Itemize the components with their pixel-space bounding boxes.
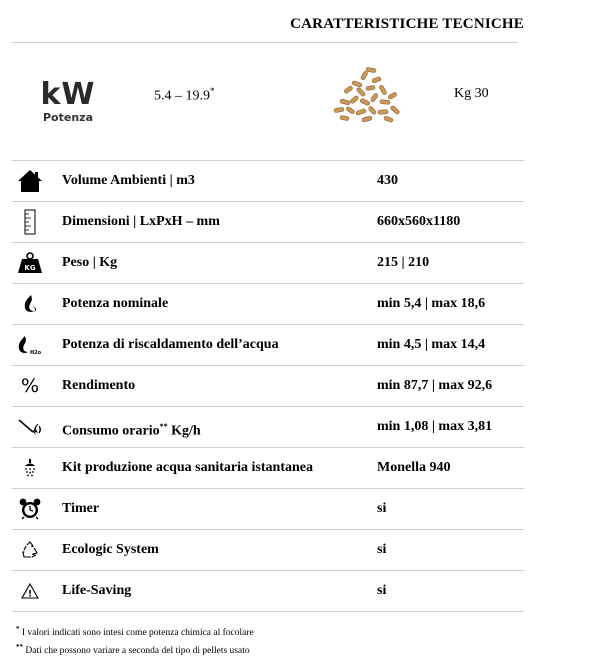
pellets-icon <box>326 60 406 124</box>
footnote-mark: ** <box>16 643 23 651</box>
spec-divider <box>12 611 524 612</box>
spec-label-unit: Kg/h <box>167 423 201 439</box>
spec-value: si <box>377 501 387 516</box>
spec-row <box>12 283 524 324</box>
weight-icon <box>16 250 44 276</box>
spec-value: Monella 940 <box>377 460 451 475</box>
spec-row <box>12 242 524 283</box>
ruler-icon <box>16 209 44 235</box>
spec-value: min 1,08 | max 3,81 <box>377 419 493 434</box>
svg-text:!: ! <box>27 589 33 599</box>
pellet-capacity: Kg 30 <box>454 86 489 101</box>
shower-icon <box>16 455 44 481</box>
spec-row <box>12 201 524 242</box>
kw-badge <box>36 77 100 124</box>
footnote-text: I valori indicati sono intesi come potenza chimica al focolare <box>19 628 254 639</box>
spec-row <box>12 406 524 447</box>
spec-label: Timer <box>62 501 100 516</box>
spec-label: Life-Saving <box>62 583 132 598</box>
top-divider <box>12 42 518 43</box>
warning-icon <box>16 578 44 604</box>
power-range-value: 5.4 – 19.9 <box>154 88 210 104</box>
flame-icon <box>16 291 44 317</box>
spec-label: Rendimento <box>62 378 136 393</box>
spec-label: Kit produzione acqua sanitaria istantanea <box>62 460 313 475</box>
spec-value: si <box>377 542 387 557</box>
spec-label: Potenza nominale <box>62 296 169 311</box>
spec-row <box>12 447 524 488</box>
spec-value: 660x560x1180 <box>377 214 461 229</box>
footnote <box>16 643 250 656</box>
recycle-icon <box>16 537 44 563</box>
footnote-text: Dati che possono variare a seconda del tipo di pellets usato <box>23 646 250 657</box>
spec-value: min 87,7 | max 92,6 <box>377 378 493 393</box>
alarm-clock-icon <box>16 496 44 522</box>
flame-water-icon <box>16 332 44 358</box>
spec-row <box>12 365 524 406</box>
spec-value: min 4,5 | max 14,4 <box>377 337 486 352</box>
spec-label-mark: ** <box>159 422 168 431</box>
footnote <box>16 625 254 638</box>
spec-label: Dimensioni | LxPxH – mm <box>62 214 220 229</box>
spec-row <box>12 570 524 611</box>
spec-label: Potenza di riscaldamento dell’acqua <box>62 337 279 352</box>
spec-row <box>12 529 524 570</box>
spec-value: si <box>377 583 387 598</box>
power-range-mark: * <box>210 86 215 96</box>
spec-row <box>12 160 524 201</box>
svg-text:KG: KG <box>24 264 36 272</box>
spec-label-text: Consumo orario <box>62 423 160 439</box>
spec-label <box>62 406 201 452</box>
footnote-mark: * <box>16 625 20 633</box>
kw-sublabel: Potenza <box>43 111 93 124</box>
page-title: CARATTERISTICHE TECNICHE <box>290 16 524 32</box>
consumption-icon <box>16 414 44 440</box>
percent-icon <box>16 373 44 399</box>
spec-row <box>12 488 524 529</box>
svg-text:H2o: H2o <box>30 350 42 355</box>
power-range <box>154 86 215 105</box>
spec-value: 215 | 210 <box>377 255 430 270</box>
spec-label: Peso | Kg <box>62 255 118 270</box>
house-icon <box>16 168 44 194</box>
spec-value: 430 <box>377 173 398 188</box>
spec-label: Volume Ambienti | m3 <box>62 173 195 188</box>
spec-label: Ecologic System <box>62 542 159 557</box>
spec-row <box>12 324 524 365</box>
kw-label: kW <box>40 77 96 112</box>
spec-value: min 5,4 | max 18,6 <box>377 296 486 311</box>
percent-glyph: % <box>20 375 40 397</box>
